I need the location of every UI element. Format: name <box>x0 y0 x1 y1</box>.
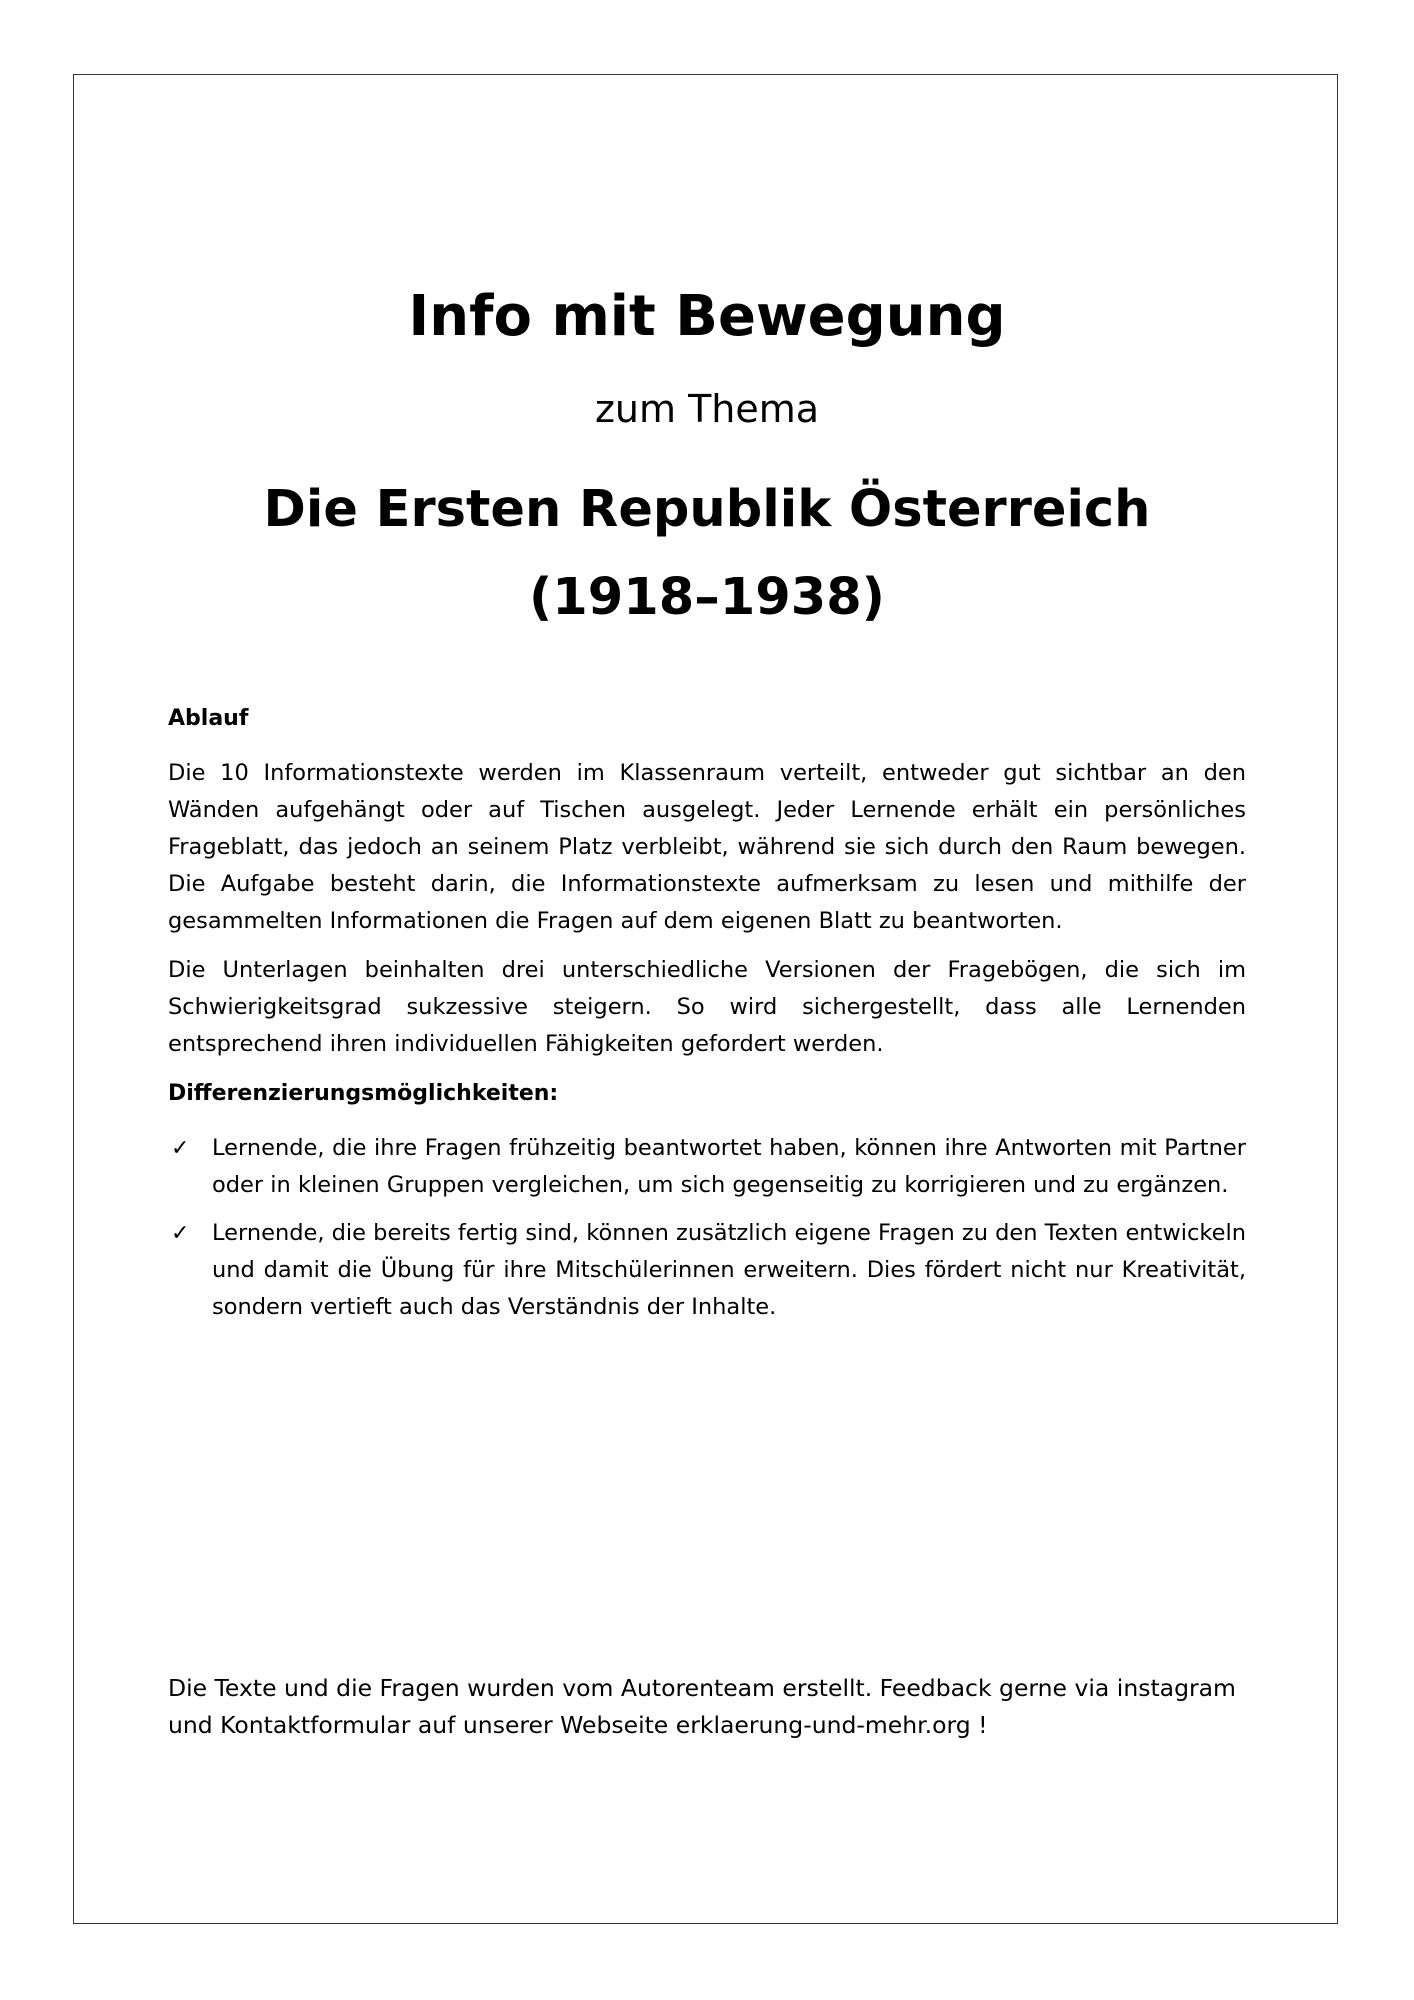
checkmark-icon: ✓ <box>171 1221 190 1246</box>
ablauf-paragraph: Die 10 Informationstexte werden im Klassenraum verteilt, entweder gut sichtbar an den Wänden aufgehängt oder auf Tischen ausgelegt. Jeder Lernende erhält ein persönliches Frageblatt, das jedoch an seinem Platz verbleibt, während sie sich durch den Raum bewegen. Die Aufgabe besteht darin, die Informationstexte aufmerksam zu lesen und mithilfe der gesammelten Informationen die Fragen auf dem eigenen Blatt zu beantworten. <box>168 760 1246 934</box>
list-item-text: Lernende, die bereits fertig sind, können zusätzlich eigene Fragen zu den Texten entwickeln und damit die Übung für ihre Mitschülerinnen erweitern. Dies fördert nicht nur Kreativität, sondern vertieft auch das Verständnis der Inhalte. <box>212 1220 1246 1320</box>
list-item <box>168 1215 1246 1326</box>
ablauf-heading: Ablauf <box>168 706 249 731</box>
ablauf-paragraph: Die Unterlagen beinhalten drei unterschiedliche Versionen der Fragebögen, die sich im Schwierigkeitsgrad sukzessive steigern. So wird sichergestellt, dass alle Lernenden entsprechend ihren individuellen Fähigkeiten gefordert werden. <box>168 957 1246 1057</box>
list-item-text: Lernende, die ihre Fragen frühzeitig beantwortet haben, können ihre Antworten mit Partner oder in kleinen Gruppen vergleichen, um sich gegenseitig zu korrigieren und zu ergänzen. <box>212 1135 1246 1198</box>
list-item <box>168 1130 1246 1204</box>
page-subtitle: zum Thema <box>594 387 820 431</box>
differenzierung-heading: Differenzierungsmöglichkeiten: <box>168 1081 559 1106</box>
topic-heading: Die Ersten Republik Österreich (1918–1938) <box>263 480 1151 627</box>
main-content <box>168 700 1246 1337</box>
checkmark-icon: ✓ <box>171 1136 190 1161</box>
differenzierung-list <box>168 1130 1246 1326</box>
footer-note: Die Texte und die Fragen wurden vom Autorenteam erstellt. Feedback gerne via instagram und Kontaktformular auf unserer Webseite erklaerung-und-mehr.org ! <box>168 1674 1236 1739</box>
page-title: Info mit Bewegung <box>408 284 1006 349</box>
